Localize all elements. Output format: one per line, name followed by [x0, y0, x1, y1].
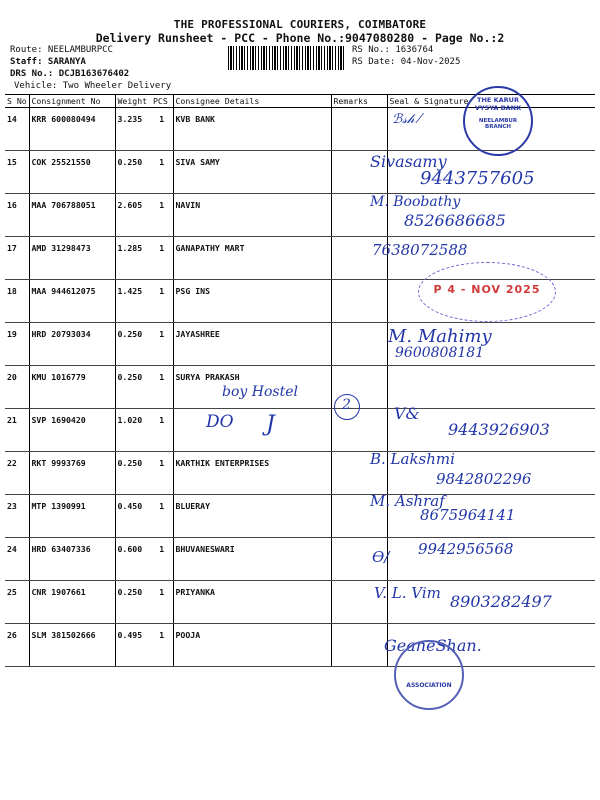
- row-pcs: 1: [151, 452, 173, 495]
- table-row: [5, 366, 595, 409]
- row-pcs: 1: [151, 108, 173, 151]
- row-remarks: [331, 624, 387, 667]
- hand-r23-phone: 8675964141: [420, 506, 516, 524]
- runsheet-subtitle: Delivery Runsheet - PCC - Phone No.:9047080280 - Page No.:2: [95, 31, 505, 45]
- hand-r15-name: Sivasamy: [370, 152, 447, 171]
- row-sno: 24: [5, 538, 29, 581]
- row-consignment: MTP 1390991: [29, 495, 115, 538]
- hand-r24-initials: Ѳ/: [372, 548, 390, 566]
- row-sno: 19: [5, 323, 29, 366]
- row-weight: 0.250: [115, 452, 151, 495]
- row-consignee: SIVA SAMY: [173, 151, 331, 194]
- route-label: Route: NEELAMBURPCC: [10, 45, 113, 55]
- col-consignment: Consignment No: [29, 95, 115, 108]
- hand-r23-name: M. Ashraf: [370, 492, 445, 510]
- row-weight: 0.450: [115, 495, 151, 538]
- row-consignment: MAA 706788051: [29, 194, 115, 237]
- circle-mark-number: 2: [342, 397, 351, 413]
- row-weight: 2.605: [115, 194, 151, 237]
- bank-stamp: [463, 86, 533, 156]
- bank-stamp-text: THE KARUR VYSYA BANK: [474, 96, 522, 112]
- row-sno: 23: [5, 495, 29, 538]
- date-stamp-text: P 4 - NOV 2025: [433, 283, 541, 296]
- row-consignment: CNR 1907661: [29, 581, 115, 624]
- row-consignment: SVP 1690420: [29, 409, 115, 452]
- table-row: [5, 194, 595, 237]
- row-consignment: MAA 944612075: [29, 280, 115, 323]
- hand-r21-do: DO: [206, 412, 234, 432]
- circle-mark: [334, 394, 360, 420]
- date-stamp: [418, 262, 556, 322]
- table-row: [5, 624, 595, 667]
- row-sno: 16: [5, 194, 29, 237]
- row-weight: 3.235: [115, 108, 151, 151]
- hand-r25-phone: 8903282497: [450, 592, 552, 611]
- hand-r19-name: M. Mahimy: [388, 326, 492, 347]
- hand-r16-phone: 8526686685: [404, 211, 506, 230]
- row-sno: 15: [5, 151, 29, 194]
- row-consignment: HRD 20793034: [29, 323, 115, 366]
- association-stamp: [394, 640, 464, 710]
- row-consignment: AMD 31298473: [29, 237, 115, 280]
- row-sno: 20: [5, 366, 29, 409]
- hand-r17-phone: 7638072588: [372, 241, 468, 259]
- row-weight: 1.020: [115, 409, 151, 452]
- row-consignee: JAYASHREE: [173, 323, 331, 366]
- row-pcs: 1: [151, 151, 173, 194]
- row-pcs: 1: [151, 538, 173, 581]
- barcode: [228, 46, 346, 70]
- row-consignment: KRR 600080494: [29, 108, 115, 151]
- row-pcs: 1: [151, 280, 173, 323]
- row-weight: 0.600: [115, 538, 151, 581]
- drs-number: DRS No.: DCJB163676402: [10, 69, 130, 79]
- table-row: [5, 323, 595, 366]
- signature-row-14: ℬ𝓈𝒽 ⁄: [392, 112, 421, 127]
- hand-r19-phone: 9600808181: [395, 345, 485, 361]
- row-sno: 26: [5, 624, 29, 667]
- row-consignee: BHUVANESWARI: [173, 538, 331, 581]
- row-sno: 17: [5, 237, 29, 280]
- row-consignee: NAVIN: [173, 194, 331, 237]
- hand-r21-phone: 9443926903: [448, 420, 550, 439]
- row-weight: 0.250: [115, 366, 151, 409]
- row-consignment: SLM 381502666: [29, 624, 115, 667]
- row-consignee: PRIYANKA: [173, 581, 331, 624]
- row-consignee: SURYA PRAKASH: [173, 366, 331, 409]
- bank-stamp-inner: NEELAMBUR BRANCH: [478, 118, 518, 130]
- row-consignee: POOJA: [173, 624, 331, 667]
- row-weight: 0.250: [115, 323, 151, 366]
- row-remarks: [331, 108, 387, 151]
- row-consignee: KARTHIK ENTERPRISES: [173, 452, 331, 495]
- row-sno: 14: [5, 108, 29, 151]
- row-sno: 22: [5, 452, 29, 495]
- row-consignee: [173, 409, 331, 452]
- row-pcs: 1: [151, 581, 173, 624]
- row-sno: 21: [5, 409, 29, 452]
- row-weight: 1.285: [115, 237, 151, 280]
- row-sno: 18: [5, 280, 29, 323]
- row-signature: [387, 366, 595, 409]
- col-sno: S No: [5, 95, 29, 108]
- row-sno: 25: [5, 581, 29, 624]
- row-consignment: HRD 63407336: [29, 538, 115, 581]
- row-pcs: 1: [151, 366, 173, 409]
- hand-r16-name: M. Boobathy: [370, 194, 461, 210]
- row-weight: 0.250: [115, 581, 151, 624]
- row-weight: 1.425: [115, 280, 151, 323]
- row-consignee: GANAPATHY MART: [173, 237, 331, 280]
- hand-r25-name: V. L. Vim: [374, 584, 441, 602]
- association-stamp-text: ASSOCIATION: [406, 682, 452, 689]
- row-consignee: PSG INS: [173, 280, 331, 323]
- hand-bottom-sign: GeaneShan.: [384, 636, 482, 655]
- hand-r24-phone: 9942956568: [418, 540, 514, 558]
- hand-r22-phone: 9842802296: [436, 470, 532, 488]
- hand-r15-phone: 9443757605: [420, 168, 535, 189]
- row-consignment: KMU 1016779: [29, 366, 115, 409]
- hand-r21-note: boy Hostel: [222, 384, 298, 400]
- hand-r22-name: B. Lakshmi: [370, 450, 455, 468]
- row-consignment: RKT 9993769: [29, 452, 115, 495]
- hand-r21-tick: J: [266, 412, 275, 437]
- col-consignee: Consignee Details: [173, 95, 331, 108]
- row-consignee: KVB BANK: [173, 108, 331, 151]
- rs-number: RS No.: 1636764: [352, 45, 434, 55]
- col-remarks: Remarks: [331, 95, 387, 108]
- col-pcs: PCS: [151, 95, 173, 108]
- row-pcs: 1: [151, 194, 173, 237]
- row-weight: 0.250: [115, 151, 151, 194]
- row-pcs: 1: [151, 409, 173, 452]
- col-weight: Weight: [115, 95, 151, 108]
- row-pcs: 1: [151, 323, 173, 366]
- company-title: THE PROFESSIONAL COURIERS, COIMBATORE: [173, 18, 427, 31]
- rs-date: RS Date: 04-Nov-2025: [352, 57, 461, 67]
- row-pcs: 1: [151, 237, 173, 280]
- row-consignee: BLUERAY: [173, 495, 331, 538]
- col-seal-signature: Seal & Signature: [387, 95, 595, 108]
- vehicle-label: Vehicle: Two Wheeler Delivery: [14, 81, 172, 91]
- hand-r21-initials: V&: [394, 404, 420, 423]
- row-weight: 0.495: [115, 624, 151, 667]
- row-pcs: 1: [151, 495, 173, 538]
- row-consignment: COK 25521550: [29, 151, 115, 194]
- row-remarks: [331, 323, 387, 366]
- staff-label: Staff: SARANYA: [10, 57, 86, 67]
- row-remarks: [331, 280, 387, 323]
- row-pcs: 1: [151, 624, 173, 667]
